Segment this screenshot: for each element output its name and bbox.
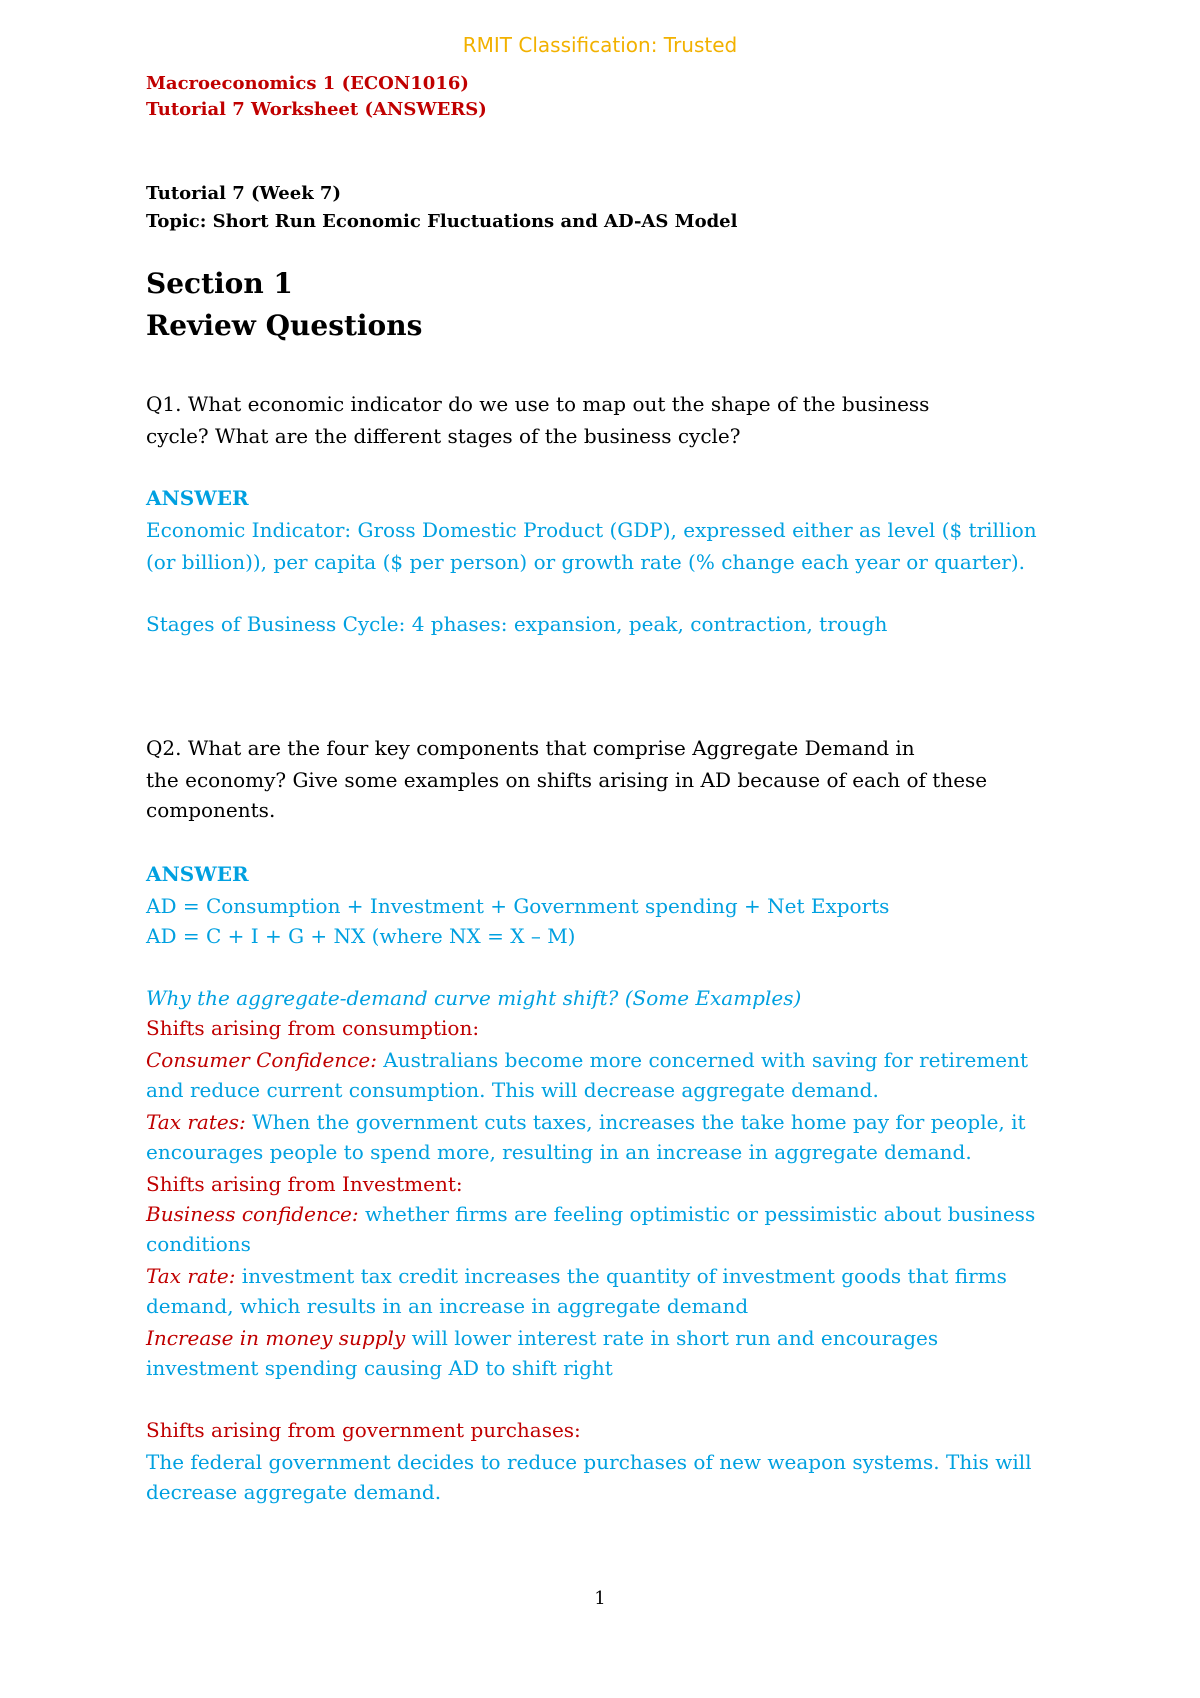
q2-equation-1: AD = Consumption + Investment + Government spending + Net Exports bbox=[146, 894, 890, 918]
q1-answer-line-2: (or billion)), per capita ($ per person) or growth rate (% change each year or quarter). bbox=[146, 550, 1025, 574]
q2-why-line: Why the aggregate-demand curve might shift? (Some Examples) bbox=[146, 986, 802, 1010]
business-confidence-label: Business confidence: bbox=[146, 1202, 359, 1226]
section-number: Section 1 bbox=[146, 267, 293, 300]
tax-rate-label: Tax rate: bbox=[146, 1264, 236, 1288]
section-title: Review Questions bbox=[146, 309, 423, 342]
classification-label: RMIT Classification: Trusted bbox=[462, 33, 738, 57]
q2-answer-label: ANSWER bbox=[146, 862, 249, 886]
q2-line-1: Q2. What are the four key components that comprise Aggregate Demand in bbox=[146, 736, 915, 760]
tax-rate-line-2: demand, which results in an increase in aggregate demand bbox=[146, 1294, 749, 1318]
business-confidence-line-2: conditions bbox=[146, 1232, 251, 1256]
tutorial-title: Tutorial 7 (Week 7) bbox=[146, 183, 341, 204]
q1-answer-line-3: Stages of Business Cycle: 4 phases: expansion, peak, contraction, trough bbox=[146, 612, 888, 636]
tax-rates-line-2: encourages people to spend more, resulting in an increase in aggregate demand. bbox=[146, 1140, 972, 1164]
consumer-confidence-line-2: and reduce current consumption. This will decrease aggregate demand. bbox=[146, 1078, 879, 1102]
government-heading: Shifts arising from government purchases: bbox=[146, 1418, 581, 1442]
topic-line: Topic: Short Run Economic Fluctuations and AD-AS Model bbox=[146, 211, 738, 232]
q2-line-2: the economy? Give some examples on shifts arising in AD because of each of these bbox=[146, 768, 988, 792]
money-supply-line bbox=[146, 1324, 938, 1352]
business-confidence-line bbox=[146, 1200, 1035, 1228]
investment-heading: Shifts arising from Investment: bbox=[146, 1172, 463, 1196]
tax-rate-line bbox=[146, 1262, 1007, 1290]
tax-rates-text: When the government cuts taxes, increases the take home pay for people, it bbox=[245, 1110, 1026, 1134]
money-supply-text: will lower interest rate in short run and encourages bbox=[405, 1326, 939, 1350]
q1-answer-line-1: Economic Indicator: Gross Domestic Product (GDP), expressed either as level ($ trillion bbox=[146, 518, 1037, 542]
q1-line-2: cycle? What are the different stages of the business cycle? bbox=[146, 424, 741, 448]
government-line-2: decrease aggregate demand. bbox=[146, 1480, 442, 1504]
tax-rate-text: investment tax credit increases the quantity of investment goods that firms bbox=[235, 1264, 1007, 1288]
consumer-confidence-text: Australians become more concerned with saving for retirement bbox=[376, 1048, 1029, 1072]
government-line-1: The federal government decides to reduce purchases of new weapon systems. This will bbox=[146, 1450, 1032, 1474]
q1-answer-label: ANSWER bbox=[146, 486, 249, 510]
q1-line-1: Q1. What economic indicator do we use to map out the shape of the business bbox=[146, 392, 930, 416]
consumer-confidence-label: Consumer Confidence: bbox=[146, 1048, 377, 1072]
worksheet-title: Tutorial 7 Worksheet (ANSWERS) bbox=[146, 99, 487, 120]
course-title: Macroeconomics 1 (ECON1016) bbox=[146, 73, 469, 94]
q2-equation-2: AD = C + I + G + NX (where NX = X – M) bbox=[146, 924, 576, 948]
business-confidence-text: whether firms are feeling optimistic or pessimistic about business bbox=[358, 1202, 1036, 1226]
money-supply-label: Increase in money supply bbox=[146, 1326, 406, 1350]
tax-rates-line bbox=[146, 1108, 1026, 1136]
consumer-confidence-line bbox=[146, 1046, 1028, 1074]
money-supply-line-2: investment spending causing AD to shift right bbox=[146, 1356, 613, 1380]
page-number: 1 bbox=[594, 1588, 606, 1609]
q2-line-3: components. bbox=[146, 798, 276, 822]
consumption-heading: Shifts arising from consumption: bbox=[146, 1016, 480, 1040]
tax-rates-label: Tax rates: bbox=[146, 1110, 246, 1134]
